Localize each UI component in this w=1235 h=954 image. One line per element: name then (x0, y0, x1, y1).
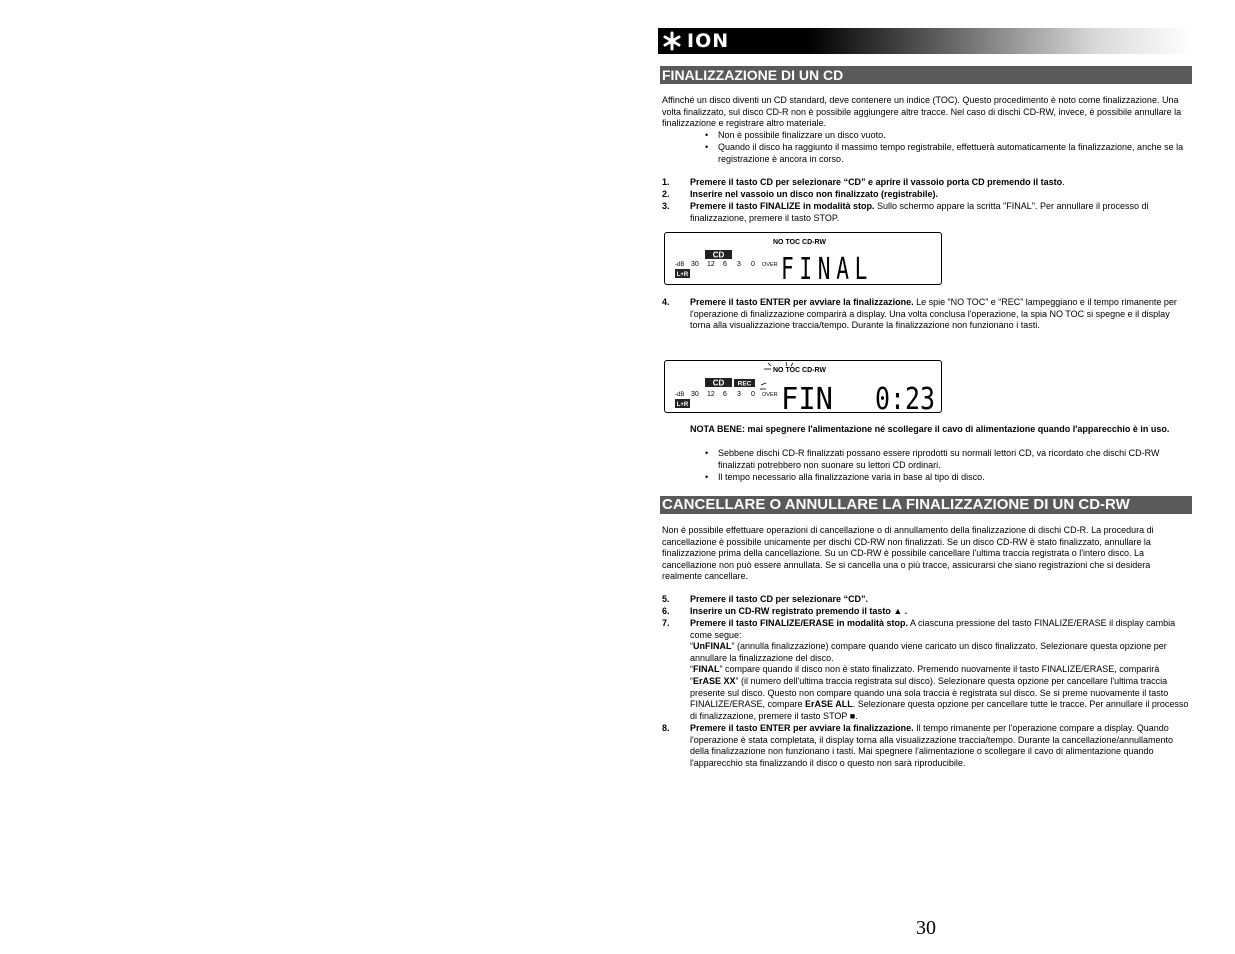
final-label: FINAL (693, 664, 720, 675)
quote-open: “ (690, 664, 693, 675)
db-label: -dB (675, 392, 685, 398)
step-number: 7. (662, 618, 670, 628)
final-text: ” compare quando il disco non è stato finalizzato. Premendo nuovamente il tasto FINALIZE/ERASE, comparirà “ (690, 664, 1160, 686)
step-text: Le spie “NO TOC” e “REC” lampeggiano e il tempo rimanente per l'operazione di finalizzazione comparirà a display. Una volta conclusa l'operazione, la spia NO TOC si spegne e il display torna alla visualizzazione traccia/tempo. Durante la finalizzazione non funzionano i tasti. (690, 297, 1177, 331)
warning-note: NOTA BENE: mai spegnere l'alimentazione né scollegare il cavo di alimentazione quando l'apparecchio è in uso. (690, 424, 1170, 434)
step-bold-text: Inserire nel vassoio un disco non finalizzato (registrabile). (690, 189, 939, 199)
page-number: 30 (916, 917, 936, 939)
meter-tick: 12 (707, 261, 715, 268)
note-bullet: • Sebbene dischi CD-R finalizzati possano essere riprodotti su normali lettori CD, va ricordato che dischi CD-RW finalizzati potrebbero non suonare su lettori CD ordinari. (718, 448, 1190, 471)
db-label: -dB (675, 262, 685, 268)
meter-tick: 6 (723, 391, 727, 398)
meter-tick: 0 (751, 391, 755, 398)
final-text: . (855, 710, 858, 721)
unfinal-label: UnFINAL (693, 641, 732, 652)
meter-tick: 6 (723, 261, 727, 268)
erase-xx-label: ErASE XX (693, 675, 736, 686)
section-heading-finalize: FINALIZZAZIONE DI UN CD (660, 66, 1192, 84)
erase-all-label: ErASE ALL (805, 699, 853, 710)
segment-display-time: 0:23 (875, 382, 935, 412)
section-heading-erase: CANCELLARE O ANNULLARE LA FINALIZZAZIONE DI UN CD-RW (660, 496, 1192, 514)
step-number: 2. (662, 189, 670, 199)
lcd-display-final (664, 232, 942, 285)
final-text: . Selezionare questa opzione per cancellare tutte le tracce. Per annullare il processo di finalizzazione, premere il tasto STOP (690, 699, 1189, 721)
meter-tick: 30 (691, 261, 699, 268)
segment-display-text: FINAL (781, 252, 873, 284)
step-text: . (1062, 177, 1065, 187)
lr-badge: L+R (676, 272, 689, 278)
over-label: OVER (762, 262, 778, 268)
step-bold-text: Inserire un CD-RW registrato premendo il tasto (690, 606, 894, 616)
no-toc-indicator: NO TOC CD-RW (773, 239, 827, 246)
step-bold-text: Premere il tasto ENTER per avviare la finalizzazione. (690, 297, 914, 307)
meter-tick: 3 (737, 391, 741, 398)
lr-badge: L+R (676, 402, 689, 408)
logo-text: ION (687, 30, 730, 52)
eject-icon: ▲ (893, 606, 903, 616)
cd-badge: CD (712, 250, 725, 260)
meter-tick: 3 (737, 261, 741, 268)
brand-header-bar (658, 28, 1192, 54)
meter-tick: 12 (707, 391, 715, 398)
step-bold-text: Premere il tasto CD per selezionare “CD” e aprire il vassoio porta CD premendo il tasto (690, 177, 1063, 187)
step-number: 1. (662, 177, 670, 187)
final-text: ” (il numero dell'ultima traccia registrata sul disco). Selezionare questa opzione per cancellare l'ultima traccia presente sul disco. Questo non compare quando una sola traccia è registrata sul disco. Se si preme nuovamente il tasto FINALIZE/ERASE, compare (690, 675, 1169, 710)
step-number: 8. (662, 723, 670, 733)
cd-badge: CD (712, 378, 725, 388)
section1-intro: Affinché un disco diventi un CD standard, deve contenere un indice (TOC). Questo procedimento è noto come finalizzazione. Una volta finalizzato, sul disco CD-R non è possibile aggiungere altre tracce. Nel caso di dischi CD-RW, invece, è possibile annullare la finalizzazione e registrare altro materiale. (662, 95, 1182, 129)
step-number: 3. (662, 201, 670, 211)
meter-tick: 30 (691, 391, 699, 398)
step-text: Sullo schermo appare la scritta "FINAL". Per annullare il processo di finalizzazione, premere il tasto STOP. (690, 201, 1149, 223)
meter-tick: 0 (751, 261, 755, 268)
asterisk-logo-icon (662, 31, 682, 51)
step-number: 6. (662, 606, 670, 616)
step-bold-text: Premere il tasto ENTER per avviare la finalizzazione. (690, 723, 914, 733)
section2-intro: Non è possibile effettuare operazioni di cancellazione o di annullamento della finalizzazione di dischi CD-R. La procedura di cancellazione è possibile unicamente per dischi CD-RW non finalizzati. Se un disco CD-RW è stato finalizzato, annullare la finalizzazione prima della cancellazione. Su un CD-RW è possibile cancellare l'ultima traccia registrata o l'intero disco. La cancellazione non può essere annullata. Se si cancella una o più tracce, assicurarsi che siano registrazioni che si desidera realmente cancellare. (662, 525, 1154, 582)
quote-open: “ (690, 641, 693, 652)
note-bullet: • Il tempo necessario alla finalizzazione varia in base al tipo di disco. (718, 472, 1190, 484)
ion-logo (662, 30, 729, 52)
step-number: 5. (662, 594, 670, 604)
step-number: 4. (662, 297, 670, 307)
step-bold-text: Premere il tasto FINALIZE in modalità stop. (690, 201, 875, 211)
step-text: Il tempo rimanente per l'operazione compare a display. Quando l'operazione è stata completata, il display torna alla visualizzazione traccia/tempo. Durante la cancellazione/annullamento della finalizzazione non funzionano i tasti. Mai spegnere l'alimentazione o scollegare il cavo di alimentazione quando l'apparecchio sta finalizzando il disco o questo non sarà riproducibile. (690, 723, 1173, 768)
step-bold-text: Premere il tasto FINALIZE/ERASE in modalità stop. (690, 618, 909, 628)
unfinal-text: ” (annulla finalizzazione) compare quando viene caricato un disco finalizzato. Selezionare questa opzione per annullare la finalizzazione del disco. (690, 641, 1167, 663)
section1-bullet: • Non è possibile finalizzare un disco vuoto. (718, 130, 1190, 142)
rec-badge: REC (737, 380, 752, 388)
lcd-display-drawing (665, 233, 941, 284)
segment-display-text: FIN (781, 382, 833, 412)
step-bold-text: Premere il tasto CD per selezionare “CD”. (690, 594, 869, 604)
step-text: . (902, 606, 908, 616)
lcd-display-fin-time (664, 360, 942, 413)
step-text: A ciascuna pressione del tasto FINALIZE/ERASE il display cambia come segue: (690, 618, 1176, 640)
section1-bullet: • Quando il disco ha raggiunto il massimo tempo registrabile, effettuerà automaticamente la finalizzazione, anche se la registrazione è ancora in corso. (718, 142, 1190, 165)
no-toc-indicator: NO TOC CD-RW (773, 367, 827, 374)
lcd-display-drawing (665, 361, 941, 412)
stop-icon: ■ (849, 710, 856, 721)
over-label: OVER (762, 392, 778, 398)
